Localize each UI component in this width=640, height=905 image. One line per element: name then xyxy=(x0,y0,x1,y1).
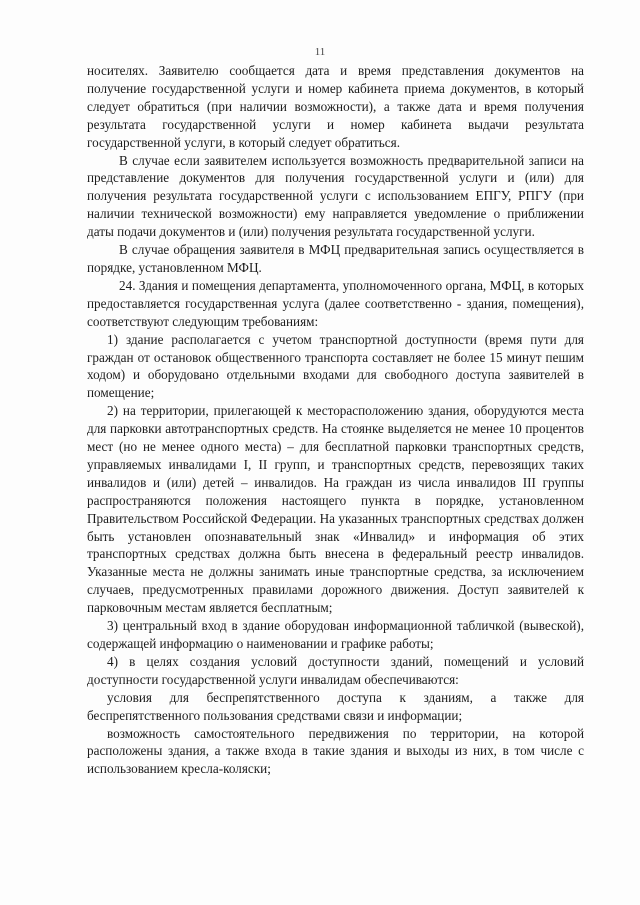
paragraph-access-conditions: условия для беспрепятственного доступа к зданиям, а также для беспрепятственного пользования средствами связи и информации; xyxy=(87,689,584,723)
paragraph-subitem-3: 3) центральный вход в здание оборудован информационной табличкой (вывеской), содержащей информацию о наименовании и графике работы; xyxy=(87,618,584,651)
paragraph-subitem-2: 2) на территории, прилегающей к месторасположению здания, оборудуются места для парковки автотранспортных средств. На стоянке выделяется не менее 10 процентов мест (но не менее одного места) – для бесплатной парковки транспортных средств, управляемых инвалидами I, II групп, и транспортных средств, перевозящих таких инвалидов и (или) детей – инвалидов. На граждан из числа инвалидов III группы распространяются положения настоящего пункта в порядке, установленном Правительством Российской Федерации. На указанных транспортных средствах должен быть установлен опознавательный знак «Инвалид» и информация об этих транспортных средствах должна быть внесена в федеральный реестр инвалидов. Указанные места не должны занимать иные транспортные средства, за исключением случаев, предусмотренных правилами дорожного движения. Доступ заявителей к парковочным местам является бесплатным; xyxy=(87,403,584,616)
paragraph-preliminary-record: В случае если заявителем используется возможность предварительной записи на представление документов для получения государственной услуги и (или) для получения результата государственной услуги с использованием ЕПГУ, РПГУ (при наличии технической возможности) ему направляется уведомление о приближении даты подачи документов и (или) получения результата государственной услуги. xyxy=(87,152,584,240)
paragraph-subitem-4: 4) в целях создания условий доступности зданий, помещений и условий доступности государственной услуги инвалидам обеспечиваются: xyxy=(87,653,584,687)
paragraph-continuation: носителях. Заявителю сообщается дата и время представления документов на получение государственной услуги и номер кабинета приема документов, в который следует обратиться (при наличии возможности), а также дата и время получения результата государственной услуги и номер кабинета выдачи результата государственной услуги, в который следует обратиться. xyxy=(87,63,584,150)
paragraph-subitem-1: 1) здание располагается с учетом транспортной доступности (время пути для граждан от остановок общественного транспорта составляет не более 15 минут пешим ходом) и оборудовано отдельными входами для свободного доступа заявителей в помещение; xyxy=(87,331,584,401)
page-number: 11 xyxy=(314,46,326,58)
paragraph-mfc-record: В случае обращения заявителя в МФЦ предварительная запись осуществляется в порядке, установленном МФЦ. xyxy=(87,242,584,275)
paragraph-movement-possibility: возможность самостоятельного передвижения по территории, на которой расположены здания, а также входа в такие здания и выходы из них, в том числе с использованием кресла-коляски; xyxy=(87,725,584,777)
paragraph-item-24: 24. Здания и помещения департамента, уполномоченного органа, МФЦ, в которых предоставляется государственная услуга (далее соответственно - здания, помещения), соответствуют следующим требованиям: xyxy=(87,277,584,329)
document-body xyxy=(87,62,584,778)
